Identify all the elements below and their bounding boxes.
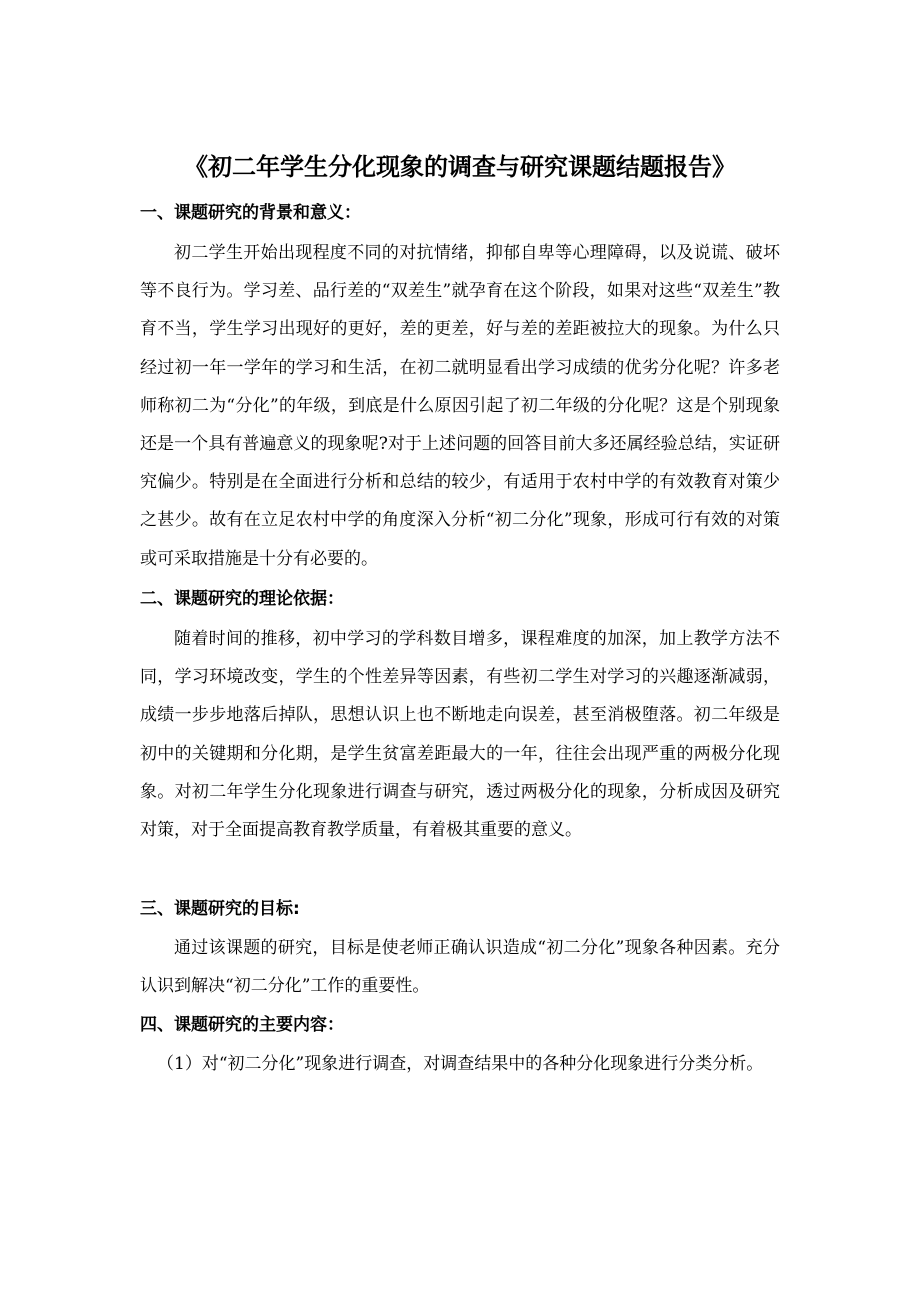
section-paragraph-theory: 随着时间的推移，初中学习的学科数目增多，课程难度的加深，加上教学方法不同，学习环境改变，学生的个性差异等因素，有些初二学生对学习的兴趣逐渐减弱，成绩一步步地落后掉队，思想认识上也不断地走向误差，甚至消极堕落。初二年级是初中的关键期和分化期，是学生贫富差距最大的一年，往往会出现严重的两极分化现象。对初二年学生分化现象进行调查与研究，透过两极分化的现象，分析成因及研究对策，对于全面提高教育教学质量，有着极其重要的意义。 [140, 629, 780, 841]
section-paragraph-content: （1）对“初二分化”现象进行调查，对调查结果中的各种分化现象进行分类分析。 [157, 1054, 764, 1074]
section-paragraph-background: 初二学生开始出现程度不同的对抗情绪，抑郁自卑等心理障碍，以及说谎、破坏等不良行为。学习差、品行差的“双差生”就孕育在这个阶段，如果对这些“双差生”教育不当，学生学习出现好的更好，差的更差，好与差的差距被拉大的现象。为什么只经过初一年一学年的学习和生活，在初二就明显看出学习成绩的优劣分化呢？许多老师称初二为“分化”的年级，到底是什么原因引起了初二年级的分化呢？这是个别现象还是一个具有普遍意义的现象呢?对于上述问题的回答目前大多还属经验总结，实证研究偏少。特别是在全面进行分析和总结的较少，有适用于农村中学的有效教育对策少之甚少。故有在立足农村中学的角度深入分析“初二分化”现象，形成可行有效的对策或可采取措施是十分有必要的。 [140, 243, 780, 569]
document-title: 《初二年学生分化现象的调查与研究课题结题报告》 [184, 153, 736, 181]
section-heading-content: 四、课题研究的主要内容： [140, 1015, 344, 1035]
section-heading-goal: 三、课题研究的目标: [140, 899, 300, 919]
section-heading-background: 一、课题研究的背景和意义： [140, 203, 361, 223]
section-paragraph-goal: 通过该课题的研究，目标是使老师正确认识造成“初二分化”现象各种因素。充分认识到解决“初二分化”工作的重要性。 [140, 938, 780, 996]
section-heading-theory: 二、课题研究的理论依据： [140, 589, 344, 609]
